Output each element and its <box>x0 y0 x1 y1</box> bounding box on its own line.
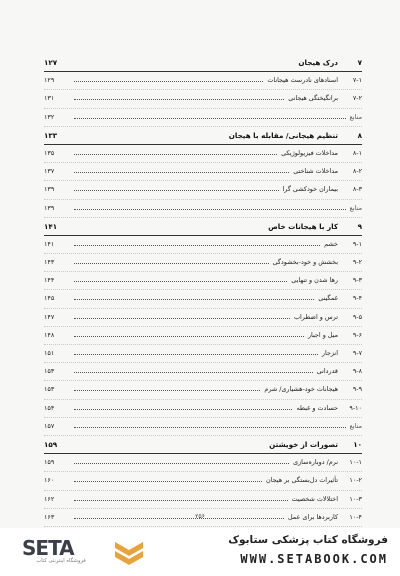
toc-page-number: ۱۵۴ <box>44 403 55 412</box>
toc-page-number: ۱۴۵ <box>44 294 55 303</box>
toc-entry-title: منابع <box>349 421 362 430</box>
toc-page-number: ۱۳۹ <box>44 203 55 212</box>
toc-entry-title: رها شدن و تنهایی <box>291 276 338 285</box>
setabook-logo[interactable] <box>8 536 148 568</box>
toc-entry-title: برانگیختگی هیجانی <box>288 94 338 103</box>
toc-page-number: ۱۲۷ <box>44 58 58 67</box>
toc-entry-number: ۹-۶ <box>352 330 362 339</box>
dot-leader <box>74 500 288 501</box>
toc-page-number: ۱۴۳ <box>44 258 55 267</box>
toc-entry-number: ۹-۵ <box>352 312 362 321</box>
toc-page-number: ۱۵۹ <box>44 439 58 449</box>
toc-page-number: ۱۴۷ <box>44 312 55 321</box>
toc-entry-number: ۹-۱۰ <box>349 403 362 412</box>
toc-entry-number: ۸-۲ <box>352 167 362 176</box>
toc-section-row[interactable] <box>44 454 362 472</box>
toc-entry-title: قدردانی <box>316 367 338 376</box>
toc-page-number: ۱۵۳ <box>44 367 55 376</box>
dot-leader <box>74 318 290 319</box>
toc-entry-title: منابع <box>349 112 362 121</box>
toc-entry-title: ترس و اضطراب <box>293 312 338 321</box>
toc-entry-title: کار با هیجانات خاص <box>268 221 338 231</box>
toc-section-row[interactable] <box>44 72 362 90</box>
dot-leader <box>74 299 314 300</box>
dot-leader <box>74 99 284 100</box>
toc-entry-title: درک هیجان <box>298 58 338 67</box>
toc-entry-number: ۱۰-۳ <box>349 494 362 503</box>
toc-section-row[interactable] <box>44 309 362 327</box>
toc-entry-title: هیجانات خود-هشیاری/ شرم <box>264 385 338 394</box>
store-name: فروشگاه کتاب پزشکی ستابوک <box>228 534 388 546</box>
store-url-link[interactable]: WWW.SETABOOK.COM <box>240 552 388 566</box>
toc-entry-title: بیماران خودکشی گرا <box>282 185 338 194</box>
book-chevron-icon <box>112 538 146 566</box>
toc-entry-number: ۱۰-۱ <box>349 458 362 467</box>
toc-entry-title: تنظیم هیجانی/ مقابله با هیجان <box>228 130 338 140</box>
dot-leader <box>74 481 262 482</box>
store-footer-banner <box>0 528 400 576</box>
table-of-contents <box>44 54 362 527</box>
toc-page-number: ۱۳۵ <box>44 148 55 157</box>
toc-page-number: ۱۴۸ <box>44 330 55 339</box>
toc-page-number: ۱۵۷ <box>44 421 55 430</box>
logo-wordmark: SETA <box>22 536 74 560</box>
toc-page-number: ۱۳۲ <box>44 112 55 121</box>
toc-page-number: ۱۲۹ <box>44 76 55 85</box>
toc-section-row[interactable] <box>44 363 362 381</box>
dot-leader <box>74 154 277 155</box>
toc-page-number: ۱۳۱ <box>44 94 55 103</box>
toc-entry-number: ۱۰-۴ <box>349 512 362 521</box>
dot-leader <box>74 354 318 355</box>
toc-section-row[interactable] <box>44 491 362 509</box>
toc-entry-title: مداخلات شناختی <box>293 167 338 176</box>
toc-page-number: ۱۶۲ <box>44 494 55 503</box>
toc-chapter-row[interactable] <box>44 218 362 236</box>
toc-entry-number: ۱۰ <box>353 439 362 449</box>
dot-leader <box>74 463 289 464</box>
dot-leader <box>74 427 346 428</box>
toc-entry-title: تصورات از خویشتن <box>269 439 338 449</box>
toc-chapter-row[interactable] <box>44 127 362 145</box>
toc-section-row[interactable] <box>44 181 362 199</box>
toc-chapter-row[interactable] <box>44 436 362 454</box>
toc-page-number: ۱۶۰ <box>44 476 55 485</box>
toc-section-row[interactable] <box>44 290 362 308</box>
toc-section-row[interactable] <box>44 163 362 181</box>
toc-entry-title: نرم/ دوباره‌سازی <box>293 458 338 467</box>
toc-section-row[interactable] <box>44 236 362 254</box>
toc-entry-title: خشم <box>324 239 338 248</box>
toc-entry-title: انزجار <box>321 349 338 357</box>
toc-page-number: ۱۵۹ <box>44 458 55 467</box>
toc-page-number: ۱۴۱ <box>44 221 58 231</box>
toc-entry-title: کاربردها برای عمل <box>287 512 338 521</box>
toc-entry-number: ۸-۳ <box>352 185 362 194</box>
toc-entry-number: ۸-۱ <box>352 148 362 157</box>
toc-entry-number: ۸ <box>357 130 362 140</box>
toc-entry-title: بخشش و خود-بخشودگی <box>272 258 338 267</box>
toc-entry-title: مداخلات فیزیولوژیکی <box>281 148 338 157</box>
dot-leader <box>74 190 279 191</box>
toc-entry-title: اسنادهای نادرست هیجانات <box>267 76 338 85</box>
toc-entry-number: ۹ <box>357 221 362 231</box>
toc-entry-title: میل و اجبار <box>307 330 338 339</box>
toc-page-number: ۱۳۳ <box>44 130 58 140</box>
toc-references-row[interactable] <box>44 200 362 218</box>
toc-section-row[interactable] <box>44 272 362 290</box>
dot-leader <box>74 172 289 173</box>
toc-entry-number: ۱۰-۲ <box>349 476 362 485</box>
toc-section-row[interactable] <box>44 145 362 163</box>
toc-section-row[interactable] <box>44 90 362 108</box>
toc-section-row[interactable] <box>44 400 362 418</box>
toc-references-row[interactable] <box>44 418 362 436</box>
dot-leader <box>74 281 287 282</box>
toc-chapter-row[interactable] <box>44 54 362 72</box>
page-number: ۲۵۶ <box>195 513 205 520</box>
toc-entry-number: ۷-۲ <box>352 94 362 103</box>
toc-entry-number: ۹-۴ <box>352 294 362 303</box>
toc-page-number: ۱۴۴ <box>44 276 55 285</box>
toc-entry-number: ۹-۱ <box>352 239 362 248</box>
toc-entry-title: اختلالات شخصیت <box>291 494 338 503</box>
toc-entry-title: تأثیرات دل‌بستگی بر هیجان <box>266 476 338 485</box>
toc-entry-title: منابع <box>349 203 362 212</box>
toc-page-number: ۱۵۳ <box>44 385 55 394</box>
toc-page-number: ۱۶۳ <box>44 512 55 521</box>
toc-entry-number: ۹-۷ <box>352 349 362 357</box>
dot-leader <box>74 372 313 373</box>
toc-entry-number: ۹-۹ <box>352 385 362 394</box>
dot-leader <box>74 336 304 337</box>
toc-page-number: ۱۳۹ <box>44 185 55 194</box>
toc-entry-number: ۹-۸ <box>352 367 362 376</box>
logo-tagline: فروشگاه اینترنتی کتاب <box>36 558 86 564</box>
toc-page-number: ۱۳۷ <box>44 167 55 176</box>
toc-entry-number: ۷-۱ <box>352 76 362 85</box>
toc-entry-title: غمگینی <box>318 294 338 303</box>
toc-section-row[interactable] <box>44 345 362 363</box>
toc-section-row[interactable] <box>44 327 362 345</box>
toc-page-number: ۱۴۱ <box>44 239 55 248</box>
toc-section-row[interactable] <box>44 472 362 490</box>
toc-entry-number: ۹-۳ <box>352 276 362 285</box>
dot-leader <box>74 390 260 391</box>
dot-leader <box>74 118 346 119</box>
toc-section-row[interactable] <box>44 381 362 399</box>
toc-references-row[interactable] <box>44 109 362 127</box>
dot-leader <box>74 409 292 410</box>
dot-leader <box>74 81 263 82</box>
toc-entry-title: حسادت و غبطه <box>296 403 338 412</box>
dot-leader <box>74 209 346 210</box>
toc-entry-number: ۷ <box>357 58 362 67</box>
toc-section-row[interactable] <box>44 254 362 272</box>
dot-leader <box>74 263 269 264</box>
toc-page-number: ۱۵۱ <box>44 349 55 357</box>
toc-entry-number: ۹-۲ <box>352 258 362 267</box>
dot-leader <box>74 245 320 246</box>
